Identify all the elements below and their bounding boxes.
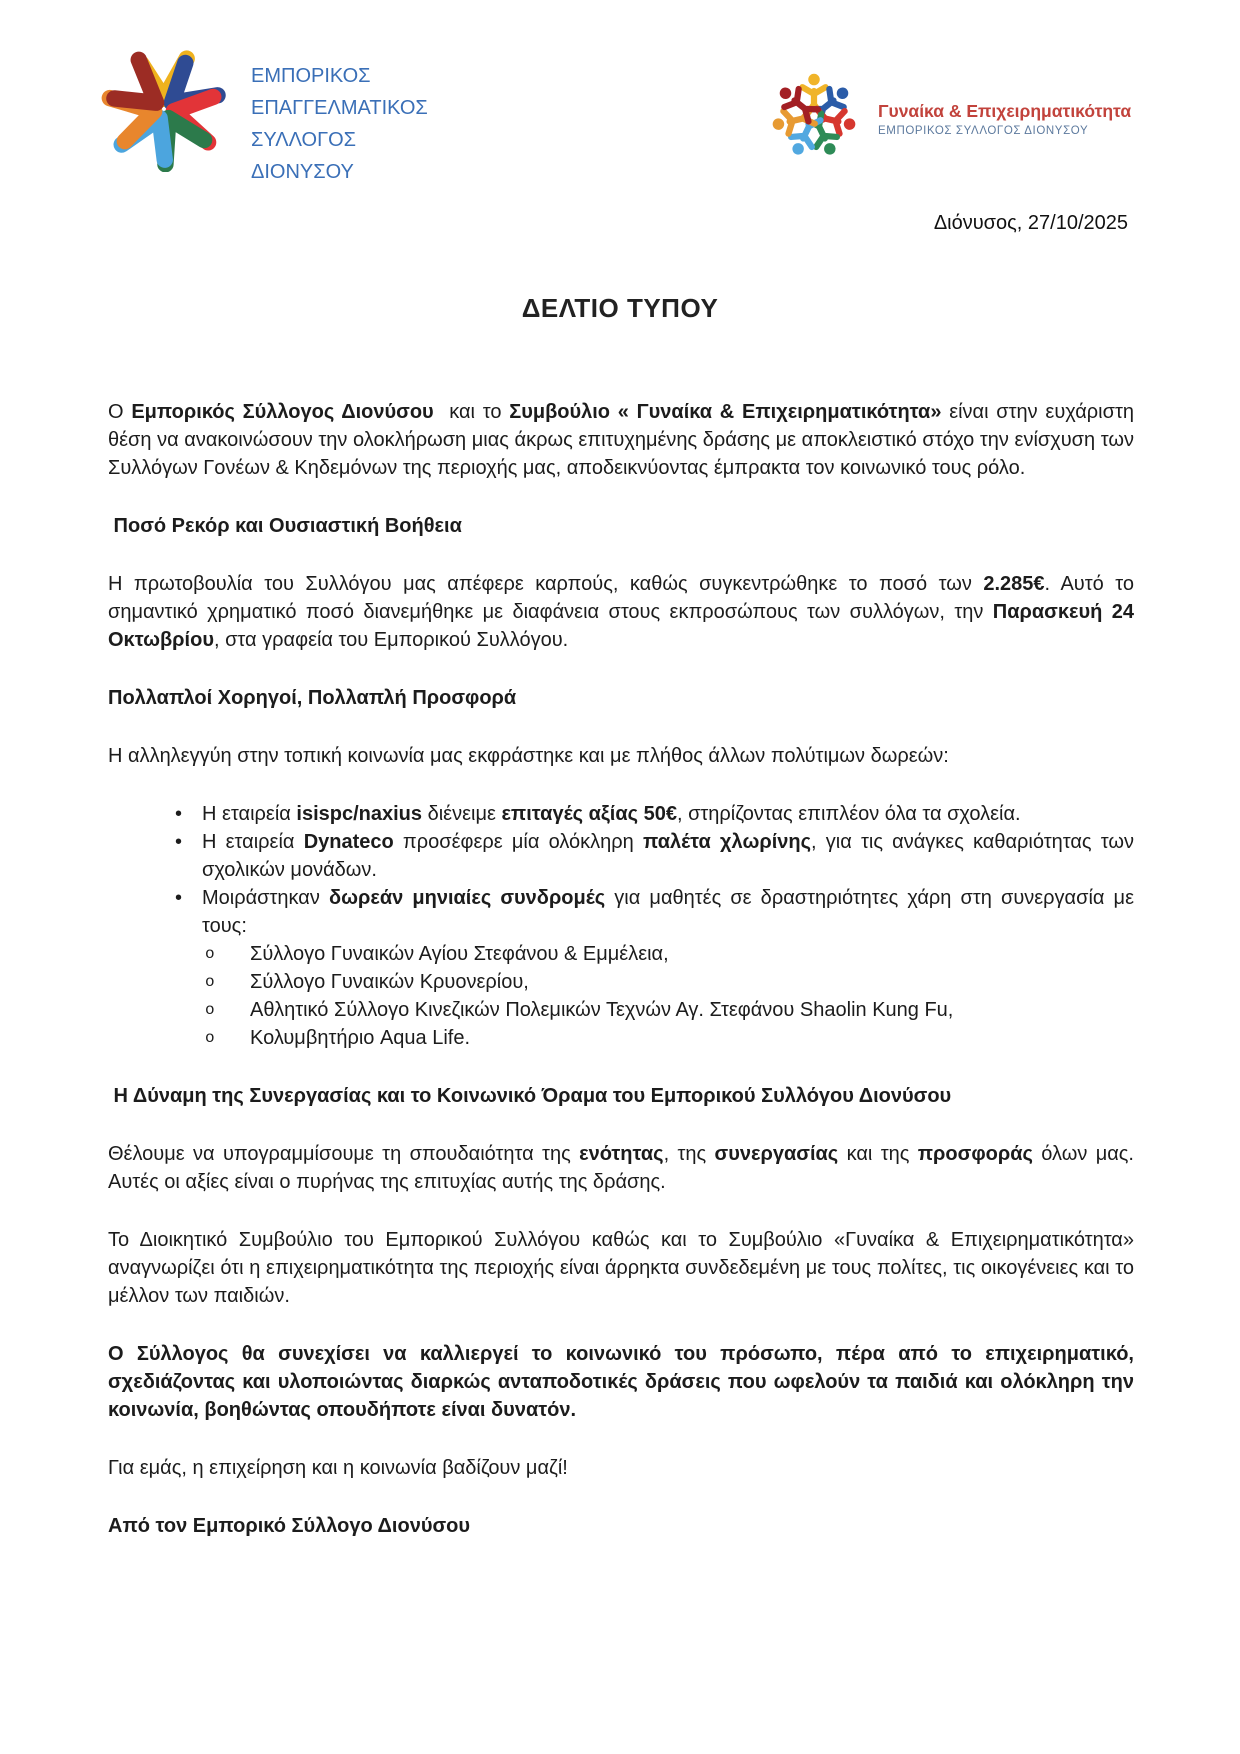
text-run: Σύλλογο Γυναικών Αγίου Στεφάνου & Εμμέλεια, <box>250 943 669 965</box>
bold-text-run: παλέτα χλωρίνης <box>642 831 812 853</box>
women-entrepreneurship-title: Γυναίκα & Επιχειρηματικότητα <box>878 100 1132 121</box>
section-heading <box>108 1512 1134 1540</box>
paragraph <box>108 1226 1140 1310</box>
text-run: Η εταιρεία <box>202 803 297 825</box>
sub-bullet-item <box>202 996 1134 1024</box>
text-run: . Αυτό το σημαντικό χρηματικό ποσό διανεμήθηκε με διαφάνεια στους εκπροσώπους των συλλόγων, την <box>108 573 1140 623</box>
association-logo-line: ΣΥΛΛΟΓΟΣ <box>251 129 357 151</box>
text-run: είναι στην ευχάριστη θέση να ανακοινώσουν την ολοκλήρωση μιας άκρως επιτυχημένης δράσης με αποκλειστικό στόχο την ενίσχυση των Συλλόγων Γονέων & Κηδεμόνων της περιοχής μας, αποδεικνύοντας έμπρακτα τον κοινωνικό τους ρόλο. <box>108 401 1140 479</box>
bullet-item <box>108 828 1134 884</box>
bold-text-run: προσφοράς <box>917 1143 1033 1165</box>
bold-text-run: isispc/naxius <box>296 803 423 825</box>
association-logo-line: ΕΜΠΟΡΙΚΟΣ <box>251 65 371 87</box>
association-logo-text <box>251 60 428 188</box>
bold-text-run: επιταγές αξίας 50€ <box>501 803 677 825</box>
bold-text-run: συνεργασίας <box>714 1143 839 1165</box>
bold-text-run: Πολλαπλοί Χορηγοί, Πολλαπλή Προσφορά <box>108 687 517 709</box>
association-logo-line: ΔΙΟΝΥΣΟΥ <box>251 161 354 183</box>
association-logo-line: ΕΠΑΓΓΕΛΜΑΤΙΚΟΣ <box>251 97 428 119</box>
text-run: Αθλητικό Σύλλογο Κινεζικών Πολεμικών Τεχνών Αγ. Στεφάνου Shaolin Kung Fu, <box>250 999 954 1021</box>
paragraph <box>108 570 1140 654</box>
text-run: και το <box>433 401 510 423</box>
text-run: Μοιράστηκαν <box>202 887 329 909</box>
text-run: όλων μας. Αυτές οι αξίες είναι ο πυρήνας της επιτυχίας αυτής της δράσης. <box>108 1143 1139 1193</box>
text-run: Σύλλογο Γυναικών Κρυονερίου, <box>250 971 529 993</box>
bold-text-run: 2.285€ <box>983 573 1045 595</box>
text-run: προσέφερε μία ολόκληρη <box>393 831 643 853</box>
text-run: , της <box>663 1143 715 1165</box>
sub-bullet-item <box>202 940 1134 968</box>
section-heading <box>108 684 1134 712</box>
text-run: Το Διοικητικό Συμβούλιο του Εμπορικού Συλλόγου καθώς και το Συμβούλιο «Γυναίκα & Επιχειρηματικότητα» αναγνωρίζει ότι η επιχειρηματικότητα της περιοχής είναι άρρηκτα συνδεδεμένη με τους πολίτες, τις οικογένειες και το μέλλον των παιδιών. <box>108 1229 1140 1307</box>
text-run: Η αλληλεγγύη στην τοπική κοινωνία μας εκφράστηκε και με πλήθος άλλων πολύτιμων δωρεών: <box>108 745 949 767</box>
press-release-body <box>108 398 1140 1570</box>
text-run: για μαθητές σε δραστηριότητες χάρη στη συνεργασία με τους: <box>202 887 1135 937</box>
bold-text-run: ενότητας <box>579 1143 664 1165</box>
text-run: και της <box>838 1143 918 1165</box>
bold-text-run: Εμπορικός Σύλλογος Διονύσου <box>131 401 434 423</box>
bold-text-run: Από τον Εμπορικό Σύλλογο Διονύσου <box>108 1515 471 1537</box>
dateline: Διόνυσος, 27/10/2025 <box>933 212 1128 234</box>
bullet-item <box>108 800 1134 828</box>
text-run: διένειμε <box>422 803 502 825</box>
text-run: , στηρίζοντας επιπλέον όλα τα σχολεία. <box>676 803 1021 825</box>
text-run: Για εμάς, η επιχείρηση και η κοινωνία βαδίζουν μαζί! <box>108 1457 568 1479</box>
sub-bullet-list <box>202 940 1134 1052</box>
text-run: Η πρωτοβουλία του Συλλόγου μας απέφερε καρπούς, καθώς συγκεντρώθηκε το ποσό των <box>108 573 984 595</box>
dancing-figures-icon <box>766 68 862 169</box>
text-run: Ο <box>108 401 132 423</box>
text-run: Η εταιρεία <box>202 831 304 853</box>
bold-text-run: Παρασκευή 24 Οκτωβρίου <box>108 601 1140 651</box>
paragraph <box>108 1340 1140 1424</box>
association-logo-icon <box>95 46 233 177</box>
sub-bullet-item <box>202 968 1134 996</box>
bold-text-run: Η Δύναμη της Συνεργασίας και το Κοινωνικό Όραμα του Εμπορικού Συλλόγου Διονύσου <box>108 1085 952 1107</box>
paragraph <box>108 742 1134 770</box>
text-run: Θέλουμε να υπογραμμίσουμε τη σπουδαιότητα της <box>108 1143 580 1165</box>
paragraph <box>108 398 1140 482</box>
women-entrepreneurship-logo-text <box>878 101 1131 137</box>
women-entrepreneurship-subtitle: ΕΜΠΟΡΙΚΟΣ ΣΥΛΛΟΓΟΣ ΔΙΟΝΥΣΟΥ <box>878 124 1089 137</box>
bold-text-run: Ποσό Ρεκόρ και Ουσιαστική Βοήθεια <box>108 515 462 537</box>
text-run: , στα γραφεία του Εμπορικού Συλλόγου. <box>213 629 569 651</box>
paragraph <box>108 1140 1139 1196</box>
bold-text-run: Συμβούλιο « Γυναίκα & Επιχειρηματικότητα» <box>509 401 942 423</box>
page-title: ΔΕΛΤΙΟ ΤΥΠΟΥ <box>521 293 719 323</box>
section-heading <box>108 512 1134 540</box>
association-logo <box>95 46 428 188</box>
section-heading <box>108 1082 1134 1110</box>
bullet-list <box>108 800 1134 1052</box>
bold-text-run: Dynateco <box>303 831 394 853</box>
sub-bullet-item <box>202 1024 1134 1052</box>
text-run: , για τις ανάγκες καθαριότητας των σχολικών μονάδων. <box>202 831 1134 881</box>
bullet-item <box>108 884 1134 1052</box>
bold-text-run: δωρεάν μηνιαίες συνδρομές <box>328 887 606 909</box>
paragraph <box>108 1454 1134 1482</box>
women-entrepreneurship-logo <box>766 68 1131 169</box>
text-run: Κολυμβητήριο Aqua Life. <box>250 1027 471 1049</box>
bold-text-run: Ο Σύλλογος θα συνεχίσει να καλλιεργεί το κοινωνικό του πρόσωπο, πέρα από το επιχειρηματικό, σχεδιάζοντας και υλοποιώντας διαρκώς ανταποδοτικές δράσεις που ωφελούν τα παιδιά και ολόκληρη την κοινωνία, βοηθώντας οπουδήποτε είναι δυνατόν. <box>108 1343 1140 1421</box>
